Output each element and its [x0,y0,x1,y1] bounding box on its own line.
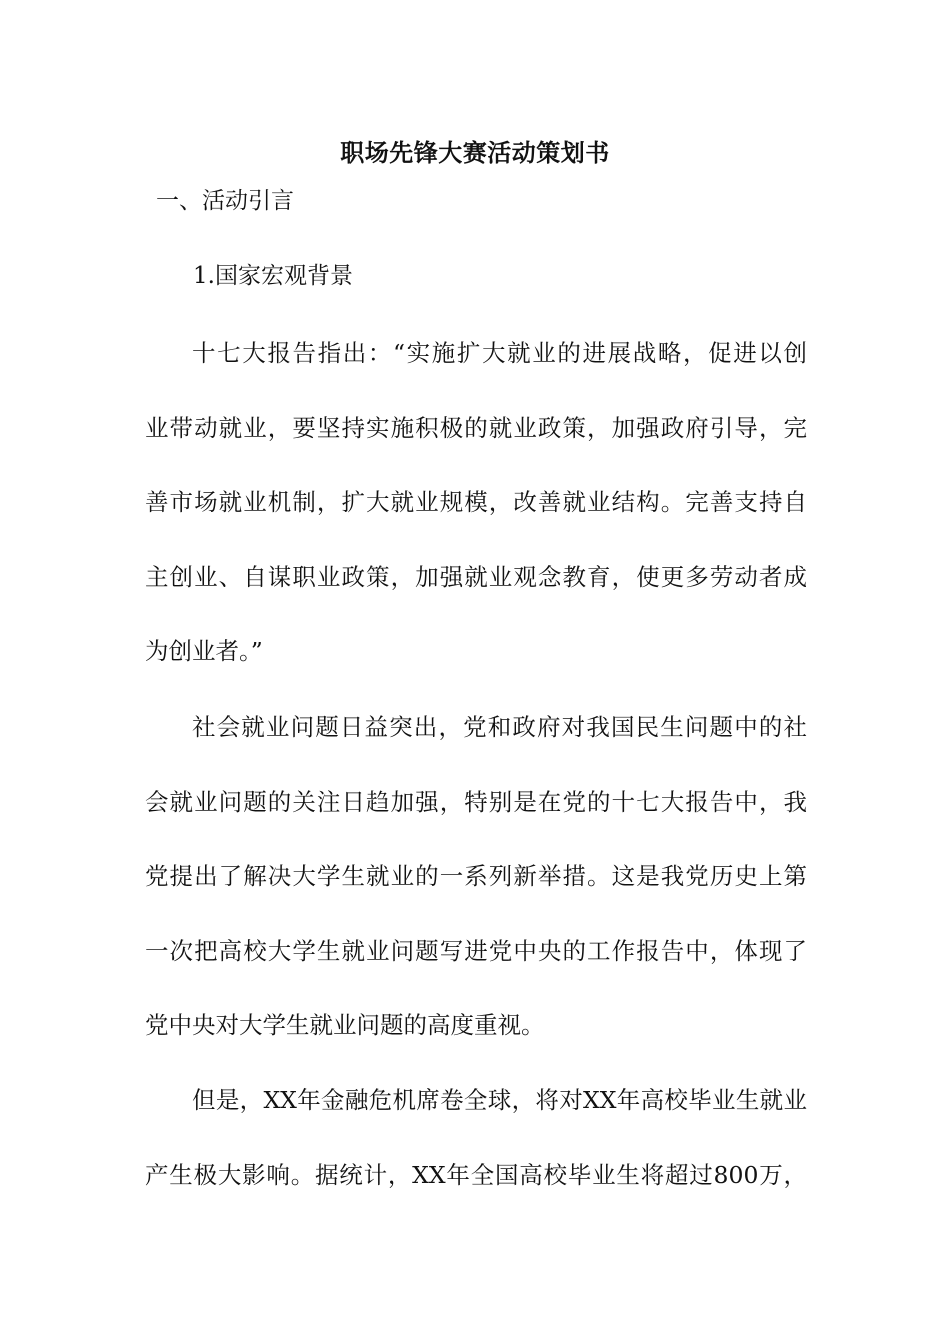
paragraph-line: 十七大报告指出：“实施扩大就业的进展战略，促进以创 [192,339,807,367]
paragraph-line: 业带动就业，要坚持实施积极的就业政策，加强政府引导，完 [145,413,807,442]
document-title: 职场先锋大赛活动策划书 [340,138,610,167]
paragraph-line: 一次把高校大学生就业问题写进党中央的工作报告中，体现了 [145,936,807,965]
sub-heading: 1.国家宏观背景 [193,263,353,289]
paragraph-line: 社会就业问题日益突出，党和政府对我国民生问题中的社 [192,713,807,741]
paragraph-line: 但是，XX年金融危机席卷全球，将对XX年高校毕业生就业 [192,1086,807,1114]
paragraph-line: 为创业者。” [145,637,263,666]
paragraph-line: 会就业问题的关注日趋加强，特别是在党的十七大报告中，我 [145,787,807,816]
paragraph-line: 党提出了解决大学生就业的一系列新举措。这是我党历史上第 [145,862,807,891]
paragraph-1 [145,316,807,689]
paragraph-line: 主创业、自谋职业政策，加强就业观念教育，使更多劳动者成 [145,562,807,591]
paragraph-2 [145,690,807,1063]
paragraph-3 [145,1063,807,1212]
section-heading: 一、活动引言 [156,188,294,214]
paragraph-line: 党中央对大学生就业问题的高度重视。 [145,1011,545,1040]
paragraph-line: 产生极大影响。据统计，XX年全国高校毕业生将超过800万， [145,1160,807,1189]
paragraph-line: 善市场就业机制，扩大就业规模，改善就业结构。完善支持自 [145,488,807,517]
